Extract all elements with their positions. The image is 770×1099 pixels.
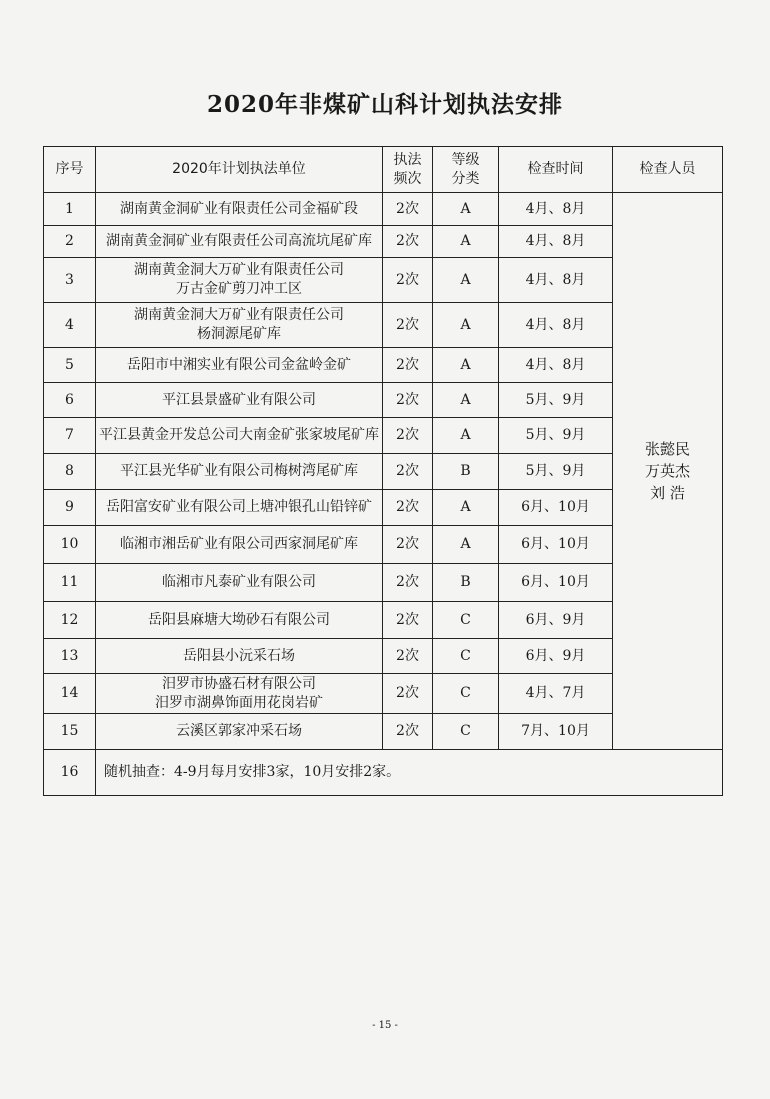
row-seq: 3 [44, 258, 96, 303]
row-time: 5月、9月 [499, 454, 613, 490]
row-unit [96, 674, 383, 714]
row-seq: 13 [44, 639, 96, 674]
row-grade: A [433, 226, 499, 258]
row-grade: A [433, 490, 499, 526]
row-seq: 1 [44, 193, 96, 226]
row-unit [96, 714, 383, 750]
row-unit [96, 303, 383, 348]
row-unit-line: 临湘市凡泰矿业有限公司 [162, 574, 316, 590]
row-grade: C [433, 602, 499, 639]
row-time: 4月、8月 [499, 226, 613, 258]
row-unit-line: 湖南黄金洞大万矿业有限责任公司 [134, 307, 344, 323]
row-unit-line: 杨洞源尾矿库 [197, 326, 281, 342]
table-header-row [44, 147, 723, 193]
row-grade: A [433, 383, 499, 418]
row-unit [96, 564, 383, 602]
row-freq: 2次 [383, 303, 433, 348]
header-freq-line2: 频次 [393, 170, 422, 187]
row-unit-line: 岳阳县小沅采石场 [183, 647, 295, 664]
row-unit [96, 526, 383, 564]
row-seq: 2 [44, 226, 96, 258]
row-unit-line: 万古金矿剪刀冲工区 [176, 281, 302, 297]
row-time: 4月、8月 [499, 348, 613, 383]
row-seq: 15 [44, 714, 96, 750]
row-grade: C [433, 639, 499, 674]
row-grade: A [433, 193, 499, 226]
row-freq: 2次 [383, 348, 433, 383]
row-time: 6月、10月 [499, 564, 613, 602]
row-grade: B [433, 454, 499, 490]
header-grade [433, 147, 499, 193]
row-unit-line: 岳阳市中湘实业有限公司金盆岭金矿 [127, 356, 351, 373]
row-seq: 8 [44, 454, 96, 490]
header-seq: 序号 [44, 147, 96, 193]
inspector-name: 张懿民 [644, 440, 690, 458]
row-freq: 2次 [383, 674, 433, 714]
row-seq: 9 [44, 490, 96, 526]
header-freq-line1: 执法 [393, 151, 422, 168]
header-grade-line1: 等级 [451, 151, 480, 168]
row-grade: C [433, 674, 499, 714]
row-unit-line: 云溪区郭家冲采石场 [176, 723, 302, 739]
row-grade: A [433, 258, 499, 303]
table-row [44, 193, 723, 226]
row-freq: 2次 [383, 193, 433, 226]
row-unit-line: 岳阳县麻塘大坳砂石有限公司 [148, 611, 330, 628]
row-time: 6月、9月 [499, 639, 613, 674]
header-inspector: 检查人员 [613, 147, 723, 193]
header-grade-line2: 分类 [451, 170, 480, 187]
row-time: 6月、10月 [499, 526, 613, 564]
row-grade: A [433, 303, 499, 348]
row-seq: 5 [44, 348, 96, 383]
row-time: 6月、9月 [499, 602, 613, 639]
row-freq: 2次 [383, 564, 433, 602]
row-grade: A [433, 418, 499, 454]
note-seq: 16 [44, 750, 96, 796]
row-seq: 6 [44, 383, 96, 418]
row-unit-line: 岳阳富安矿业有限公司上塘冲银孔山铅锌矿 [106, 499, 372, 515]
row-grade: C [433, 714, 499, 750]
note-text: 随机抽查：4-9月每月安排3家，10月安排2家。 [96, 750, 723, 796]
row-unit [96, 490, 383, 526]
row-unit [96, 193, 383, 226]
header-time: 检查时间 [499, 147, 613, 193]
inspector-cell [613, 193, 723, 750]
row-freq: 2次 [383, 383, 433, 418]
header-unit: 2020年计划执法单位 [96, 147, 383, 193]
row-unit-line: 汨罗市协盛石材有限公司 [162, 675, 316, 692]
enforcement-plan-table [43, 146, 723, 796]
row-unit [96, 639, 383, 674]
row-time: 4月、7月 [499, 674, 613, 714]
row-unit [96, 258, 383, 303]
row-grade: A [433, 526, 499, 564]
row-freq: 2次 [383, 418, 433, 454]
inspector-name: 刘 浩 [650, 484, 685, 502]
row-freq: 2次 [383, 602, 433, 639]
row-unit-line: 湖南黄金洞大万矿业有限责任公司 [134, 262, 344, 278]
row-seq: 10 [44, 526, 96, 564]
row-grade: B [433, 564, 499, 602]
row-time: 5月、9月 [499, 383, 613, 418]
row-unit-line: 平江县黄金开发总公司大南金矿张家坡尾矿库 [99, 427, 379, 443]
row-freq: 2次 [383, 490, 433, 526]
row-unit-line: 湖南黄金洞矿业有限责任公司金福矿段 [120, 200, 358, 217]
page-number: - 15 - [372, 1020, 398, 1031]
row-unit [96, 418, 383, 454]
row-time: 4月、8月 [499, 303, 613, 348]
row-seq: 7 [44, 418, 96, 454]
row-freq: 2次 [383, 454, 433, 490]
row-freq: 2次 [383, 639, 433, 674]
row-freq: 2次 [383, 714, 433, 750]
row-seq: 12 [44, 602, 96, 639]
row-time: 5月、9月 [499, 418, 613, 454]
row-unit-line: 平江县光华矿业有限公司梅树湾尾矿库 [120, 463, 358, 479]
row-time: 7月、10月 [499, 714, 613, 750]
row-freq: 2次 [383, 258, 433, 303]
page-title: 2020年非煤矿山科计划执法安排 [206, 91, 563, 118]
header-freq [383, 147, 433, 193]
row-unit [96, 383, 383, 418]
inspector-name: 万英杰 [644, 462, 690, 480]
row-unit [96, 454, 383, 490]
row-seq: 4 [44, 303, 96, 348]
row-unit-line: 湖南黄金洞矿业有限责任公司高流坑尾矿库 [106, 233, 372, 249]
row-unit-line: 汨罗市湖鼻饰面用花岗岩矿 [155, 694, 323, 711]
row-time: 6月、10月 [499, 490, 613, 526]
row-time: 4月、8月 [499, 258, 613, 303]
row-grade: A [433, 348, 499, 383]
row-unit [96, 348, 383, 383]
row-unit [96, 226, 383, 258]
row-seq: 11 [44, 564, 96, 602]
row-unit [96, 602, 383, 639]
row-freq: 2次 [383, 526, 433, 564]
row-unit-line: 平江县景盛矿业有限公司 [162, 391, 316, 408]
row-seq: 14 [44, 674, 96, 714]
row-time: 4月、8月 [499, 193, 613, 226]
note-row [44, 750, 723, 796]
row-freq: 2次 [383, 226, 433, 258]
row-unit-line: 临湘市湘岳矿业有限公司西家洞尾矿库 [120, 536, 358, 552]
